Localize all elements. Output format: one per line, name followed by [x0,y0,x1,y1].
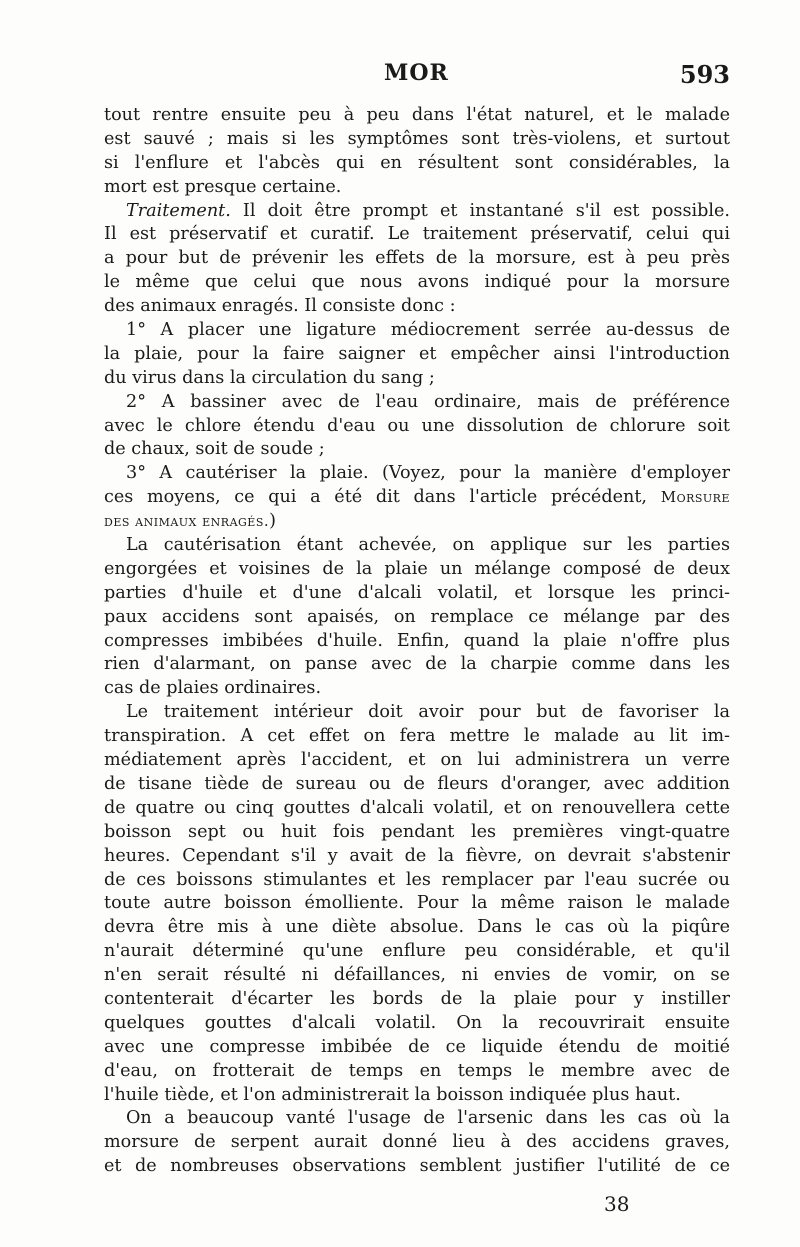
line-text: rien d'alarmant, on panse avec de la charpie comme dans les [104,654,730,675]
text-line [104,558,730,582]
line-text: ) [269,511,277,532]
line-text: ces moyens, ce qui a été dit dans l'article précédent, [104,487,661,508]
line-text: Il doit être prompt et instantané s'il est possible. [230,200,730,221]
text-line [104,1155,730,1179]
line-text: La cautérisation étant achevée, on applique sur les parties [126,535,730,556]
running-head-title: MOR [384,60,449,86]
line-text: Le traitement intérieur doit avoir pour but de favoriser la [126,702,730,723]
text-line [104,223,730,247]
text-line [104,964,730,988]
small-caps-text: des animaux enragés. [104,512,270,531]
line-text: parties d'huile et d'une d'alcali volatil, et lorsque les princi- [104,582,730,603]
signature-mark: 38 [604,1192,630,1216]
line-text: paux accidens sont apaisés, on remplace ce mélange par des [104,606,730,627]
line-text: le même que celui que nous avons indiqué pour la morsure [104,272,730,293]
line-text: tout rentre ensuite peu à peu dans l'état naturel, et le malade [104,105,730,125]
text-line [104,128,730,152]
text-line [104,1060,730,1084]
text-line [104,271,730,295]
text-line [104,845,730,869]
text-line [104,1084,730,1108]
text-line [104,1107,730,1131]
text-line [104,725,730,749]
line-text: compresses imbibées d'huile. Enfin, quand la plaie n'offre plus [104,630,730,651]
body-text [104,104,730,1179]
text-line [104,797,730,821]
line-text: la plaie, pour la faire saigner et empêcher ainsi l'introduction [104,343,730,364]
text-line [104,1131,730,1155]
text-line [104,916,730,940]
line-text: 1° A placer une ligature médiocrement serrée au-dessus de [126,320,730,341]
text-line [104,534,730,558]
text-line [104,988,730,1012]
text-line [104,486,730,510]
text-line [104,391,730,415]
text-line [104,940,730,964]
text-line [104,773,730,797]
text-line [104,582,730,606]
text-line [104,749,730,773]
text-line [104,1012,730,1036]
line-text: est sauvé ; mais si les symptômes sont très-violens, et surtout [104,128,730,149]
line-text: 3° A cautériser la plaie. (Voyez, pour la manière d'employer [126,463,730,484]
text-line [104,677,730,701]
line-text: toute autre boisson émolliente. Pour la même raison le malade [104,893,730,914]
text-line [104,176,730,200]
text-line [104,701,730,725]
text-line [104,367,730,391]
line-text: mort est presque certaine. [104,176,342,197]
text-line [104,869,730,893]
text-line [104,630,730,654]
line-text: des animaux enragés. Il consiste donc : [104,296,456,317]
line-text: médiatement après l'accident, et on lui administrera un verre [104,750,730,771]
line-text: Il est préservatif et curatif. Le traitement préservatif, celui qui [104,224,730,245]
line-text: et de nombreuses observations semblent justifier l'utilité de ce [104,1156,730,1177]
text-line [104,343,730,367]
line-text: du virus dans la circulation du sang ; [104,367,435,388]
line-text: n'en serait résulté ni défaillances, ni envies de vomir, on se [104,965,730,986]
italic-lead: Traitement. [126,200,231,221]
line-text: de tisane tiède de sureau ou de fleurs d'oranger, avec addition [104,773,730,794]
text-line [104,415,730,439]
text-line [104,438,730,462]
text-line [104,462,730,486]
line-text: d'eau, on frotterait de temps en temps le membre avec de [104,1060,730,1081]
text-line [104,606,730,630]
line-text: l'huile tiède, et l'on administrerait la boisson indiquée plus haut. [104,1084,681,1105]
text-line [104,1036,730,1060]
text-line [104,510,730,534]
text-line [104,152,730,176]
line-text: devra être mis à une diète absolue. Dans le cas où la piqûre [104,917,730,938]
line-text: boisson sept ou huit fois pendant les premières vingt-quatre [104,821,730,842]
line-text: 2° A bassiner avec de l'eau ordinaire, mais de préférence [126,391,730,412]
running-head [104,60,730,94]
line-text: cas de plaies ordinaires. [104,678,322,699]
text-line [104,200,730,224]
line-text: n'aurait déterminé qu'une enflure peu considérable, et qu'il [104,941,730,962]
line-text: avec le chlore étendu d'eau ou une dissolution de chlorure soit [104,415,730,436]
line-text: de chaux, soit de soude ; [104,439,325,460]
line-text: transpiration. A cet effet on fera mettre le malade au lit im- [104,726,730,747]
line-text: avec une compresse imbibée de ce liquide étendu de moitié [104,1036,730,1057]
line-text: de quatre ou cinq gouttes d'alcali volatil, et on renouvellera cette [104,797,730,818]
line-text: contenterait d'écarter les bords de la plaie pour y instiller [104,988,730,1009]
line-text: heures. Cependant s'il y avait de la fièvre, on devrait s'abstenir [104,845,730,866]
page-number: 593 [679,60,730,89]
line-text: a pour but de prévenir les effets de la morsure, est à peu près [104,248,730,269]
text-line [104,247,730,271]
line-text: de ces boissons stimulantes et les remplacer par l'eau sucrée ou [104,869,730,890]
text-line [104,319,730,343]
line-text: si l'enflure et l'abcès qui en résultent sont considérables, la [104,152,730,173]
line-text: engorgées et voisines de la plaie un mélange composé de deux [104,558,730,579]
line-text: quelques gouttes d'alcali volatil. On la recouvrirait ensuite [104,1012,730,1033]
text-line [104,821,730,845]
small-caps-text: Morsure [660,488,730,507]
text-line [104,653,730,677]
text-line [104,295,730,319]
text-line [104,104,730,128]
line-text: On a beaucoup vanté l'usage de l'arsenic dans les cas où la [126,1108,730,1129]
text-line [104,892,730,916]
line-text: morsure de serpent aurait donné lieu à des accidens graves, [104,1132,730,1153]
